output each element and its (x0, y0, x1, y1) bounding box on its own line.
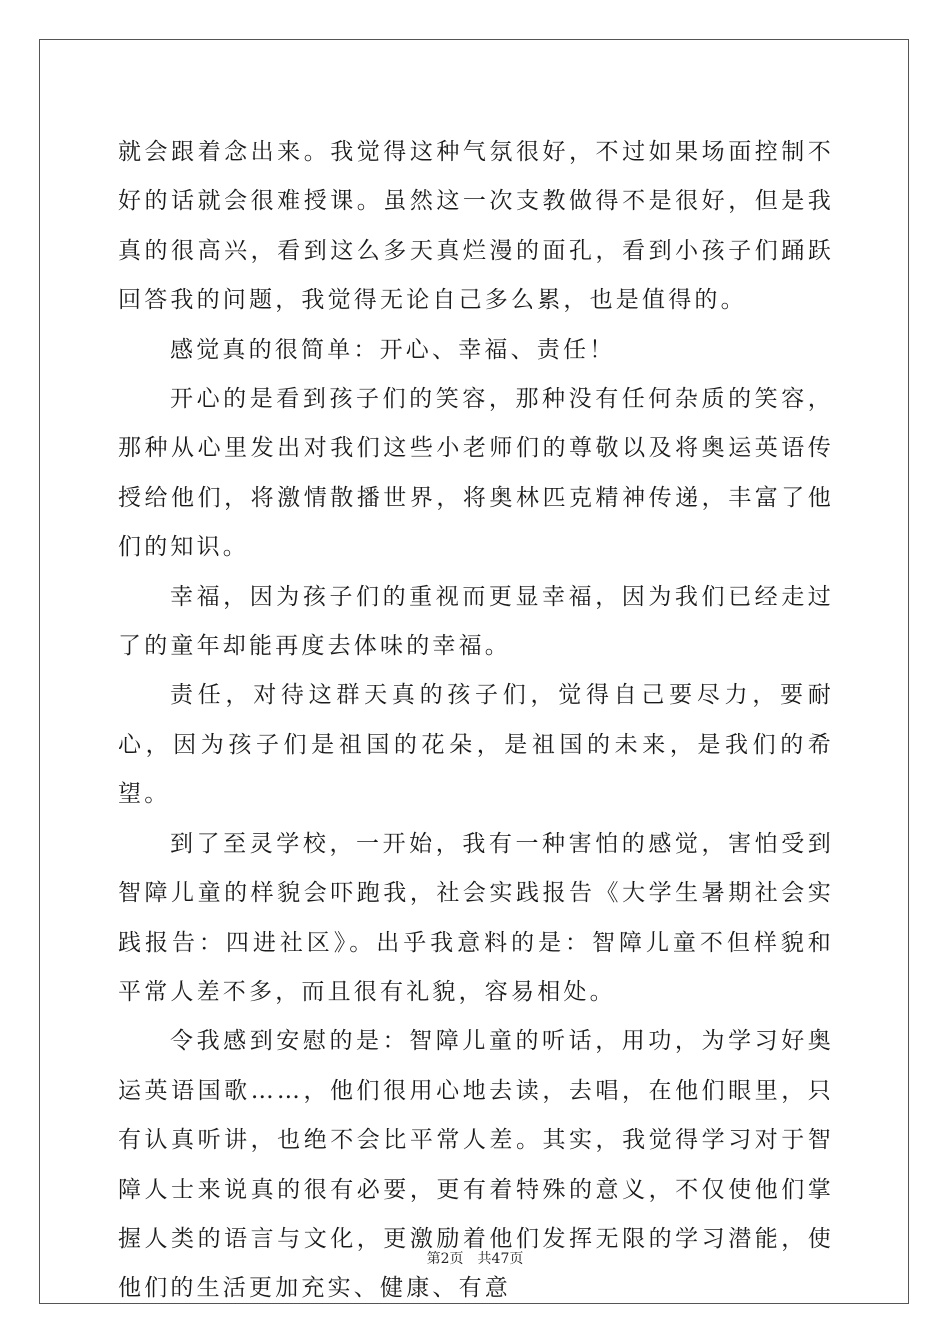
paragraph-6: 到了至灵学校，一开始，我有一种害怕的感觉，害怕受到智障儿童的样貌会吓跑我，社会实践报告《大学生暑期社会实践报告：四进社区》。出乎我意料的是：智障儿童不但样貌和平常人差不多，而且很有礼貌，容易相处。 (118, 830, 834, 1005)
page-total: 共47页 (477, 1251, 524, 1267)
paragraph-7: 令我感到安慰的是：智障儿童的听话，用功，为学习好奥运英语国歌……，他们很用心地去读，去唱，在他们眼里，只有认真听讲，也绝不会比平常人差。其实，我觉得学习对于智障人士来说真的很有必要，更有着特殊的意义，不仅使他们掌握人类的语言与文化，更激励着他们发挥无限的学习潜能，使他们的生活更加充实、健康、有意 (118, 1028, 834, 1302)
page-number: 第2页 (426, 1251, 464, 1267)
paragraph-1: 就会跟着念出来。我觉得这种气氛很好，不过如果场面控制不好的话就会很难授课。虽然这一次支教做得不是很好，但是我真的很高兴，看到这么多天真烂漫的面孔，看到小孩子们踊跃回答我的问题，我觉得无论自己多么累，也是值得的。 (118, 139, 834, 314)
page-footer (0, 1248, 950, 1268)
paragraph-5: 责任，对待这群天真的孩子们，觉得自己要尽力，要耐心，因为孩子们是祖国的花朵，是祖国的未来，是我们的希望。 (118, 682, 834, 808)
paragraph-4: 幸福，因为孩子们的重视而更显幸福，因为我们已经走过了的童年却能再度去体味的幸福。 (118, 583, 834, 660)
paragraph-2: 感觉真的很简单：开心、幸福、责任！ (170, 336, 616, 363)
document-body (118, 128, 834, 1314)
paragraph-3: 开心的是看到孩子们的笑容，那种没有任何杂质的笑容，那种从心里发出对我们这些小老师们的尊敬以及将奥运英语传授给他们，将激情散播世界，将奥林匹克精神传递，丰富了他们的知识。 (118, 386, 834, 561)
